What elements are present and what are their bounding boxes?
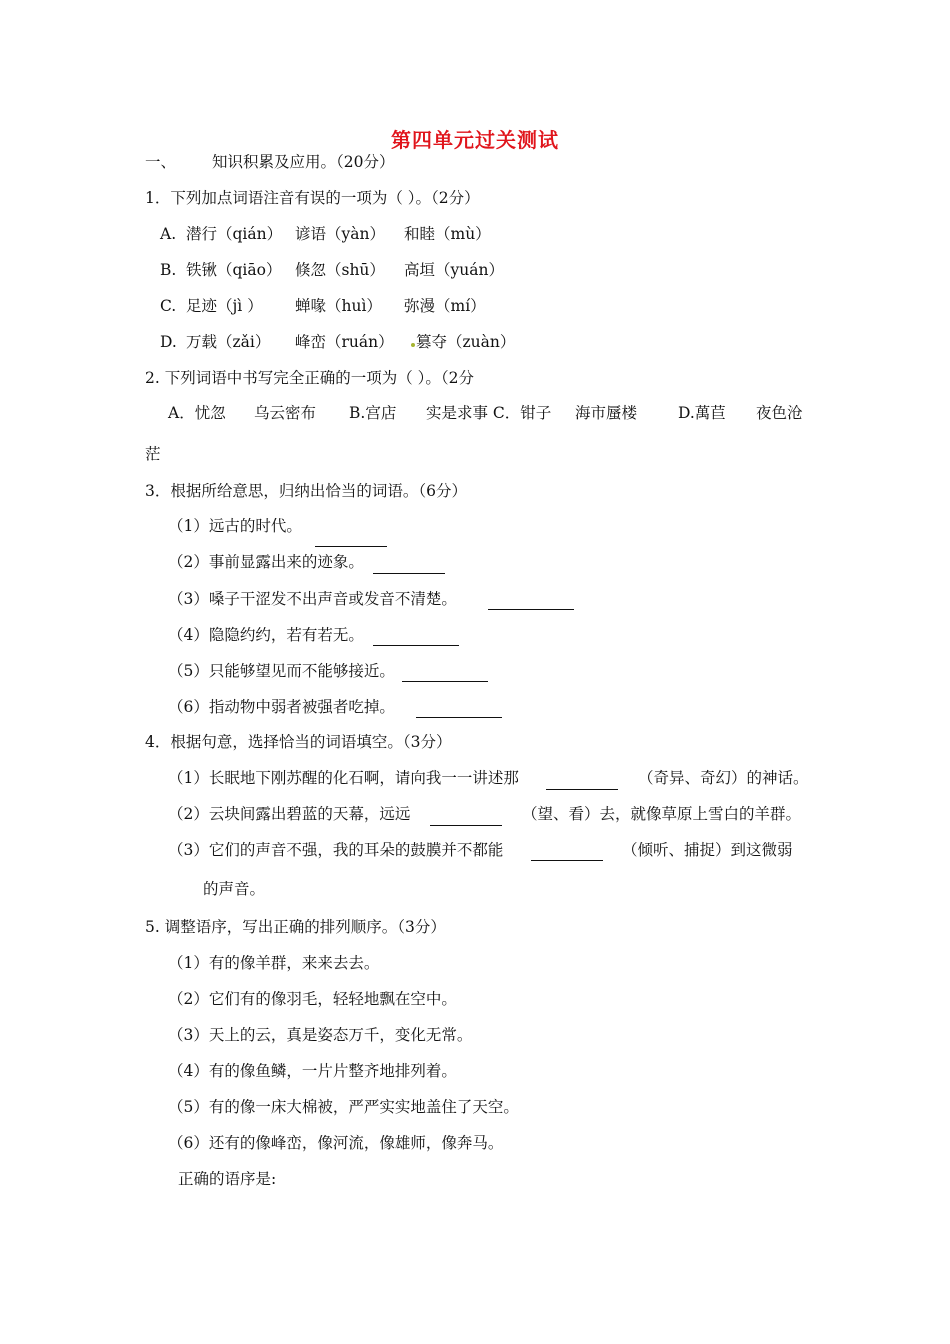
q4-item-1-before: （1）长眠地下刚苏醒的化石啊，请向我一一讲述那	[168, 769, 519, 787]
q5-item-3: （3）天上的云，真是姿态万千，变化无常。	[168, 1026, 473, 1044]
q2-stem: 2. 下列词语中书写完全正确的一项为（ ）。（2分	[145, 369, 475, 387]
q1-option-c-item3: 弥漫（mí）	[404, 297, 486, 315]
q5-answer-label: 正确的语序是:	[178, 1170, 277, 1188]
q1-option-d-item2: 峰峦（ruán）	[295, 333, 394, 351]
q2-option-d-label: D.萬苣	[678, 404, 726, 422]
q1-option-b-item2: 倏忽（shū）	[295, 261, 385, 279]
q4-item-3-before: （3）它们的声音不强，我的耳朵的鼓膜并不都能	[168, 841, 504, 859]
q3-item-3: （3）嗓子干涩发不出声音或发音不清楚。	[168, 590, 457, 608]
q1-option-a-item3: 和睦（mù）	[404, 225, 491, 243]
q2-option-b-label: B.宫店	[349, 404, 397, 422]
q1-option-b-item1: 铁锹（qiāo）	[186, 261, 282, 279]
q5-item-5: （5）有的像一床大棉被，严严实实地盖住了天空。	[168, 1098, 519, 1116]
q1-option-d-item1: 万载（zǎi）	[186, 333, 271, 351]
q1-option-d-item3: 篡夺（zuàn）	[416, 333, 516, 351]
q1-option-a-item2: 谚语（yàn）	[295, 225, 385, 243]
q5-item-6: （6）还有的像峰峦，像河流，像雄师，像奔马。	[168, 1134, 504, 1152]
q5-item-4: （4）有的像鱼鳞，一片片整齐地排列着。	[168, 1062, 457, 1080]
q5-item-1: （1）有的像羊群，来来去去。	[168, 954, 380, 972]
q3-item-6: （6）指动物中弱者被强者吃掉。	[168, 698, 395, 716]
q1-option-c-label: C.	[160, 297, 177, 315]
answer-blank[interactable]	[531, 860, 603, 861]
q3-item-2: （2）事前显露出来的迹象。	[168, 553, 364, 571]
q2-option-a-word: 乌云密布	[254, 404, 317, 422]
q5-stem: 5. 调整语序，写出正确的排列顺序。（3分）	[145, 918, 446, 936]
q1-option-c-item2: 蝉喙（huì）	[295, 297, 382, 315]
page-title: 第四单元过关测试	[391, 128, 559, 152]
q3-item-5: （5）只能够望见而不能够接近。	[168, 662, 395, 680]
q4-item-1-after: （奇异、奇幻）的神话。	[638, 769, 809, 787]
answer-blank[interactable]	[488, 609, 574, 610]
q3-stem: 3．根据所给意思，归纳出恰当的词语。（6分）	[145, 482, 467, 500]
q4-item-2-after: （望、看）去，就像草原上雪白的羊群。	[522, 805, 802, 823]
q1-option-b-label: B.	[160, 261, 177, 279]
q3-item-4: （4）隐隐约约，若有若无。	[168, 626, 364, 644]
answer-blank[interactable]	[373, 645, 459, 646]
q4-item-3-continuation: 的声音。	[203, 880, 266, 898]
q2-option-c-word: 海市蜃楼	[575, 404, 638, 422]
q4-item-3-after: （倾听、捕捉）到这微弱	[622, 841, 793, 859]
answer-blank[interactable]	[402, 681, 488, 682]
q2-option-d-word: 夜色沧	[756, 404, 803, 422]
q5-item-2: （2）它们有的像羽毛，轻轻地飘在空中。	[168, 990, 457, 1008]
q4-item-2-before: （2）云块间露出碧蓝的天幕，远远	[168, 805, 411, 823]
q1-option-b-item3: 高垣（yuán）	[404, 261, 504, 279]
answer-blank[interactable]	[430, 825, 502, 826]
q3-item-1: （1）远古的时代。	[168, 517, 302, 535]
q1-option-a-label: A.	[160, 225, 177, 243]
q2-continuation: 茫	[145, 445, 161, 463]
q1-option-c-item1: 足迹（jì ）	[186, 297, 263, 315]
q2-option-a-label: A．忧忽	[168, 404, 226, 422]
q1-stem: 1．下列加点词语注音有误的一项为（ ）。（2分）	[145, 189, 480, 207]
answer-blank[interactable]	[315, 546, 387, 547]
answer-blank[interactable]	[416, 717, 502, 718]
q2-option-b-word-c: 实是求事 C．钳子	[426, 404, 552, 422]
q4-stem: 4．根据句意，选择恰当的词语填空。（3分）	[145, 733, 452, 751]
q1-option-a-item1: 潜行（qián）	[186, 225, 283, 243]
section-heading: 知识积累及应用。（20分）	[212, 153, 395, 171]
answer-blank[interactable]	[373, 573, 445, 574]
section-number: 一、	[145, 153, 177, 171]
q1-option-d-label: D.	[160, 333, 177, 351]
emphasis-dot-mark	[411, 343, 415, 347]
answer-blank[interactable]	[546, 789, 618, 790]
